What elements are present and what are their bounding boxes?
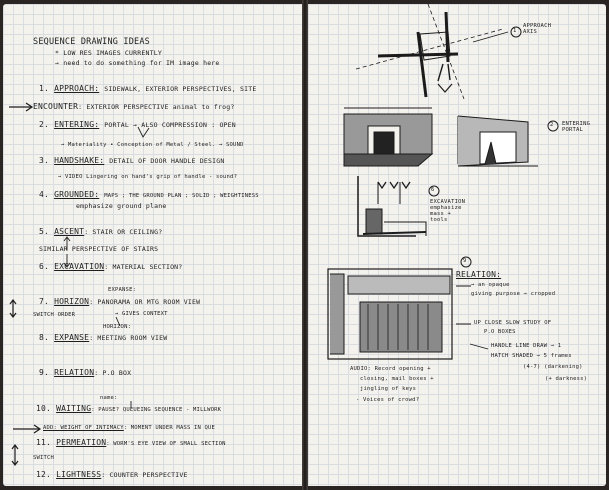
item-horizon: 7. HORIZON: PANORAMA OR MTG ROOM VIEW	[39, 297, 201, 306]
excavation-sketch	[358, 176, 426, 236]
item-grounded: 4. GROUNDED: MAPS ; THE GROUND PLAN ; SOLID ; WEIGHTINESS	[39, 190, 259, 199]
item-weight-of-intimacy: ADD: WEIGHT OF INTIMACY: MOMENT UNDER MASS IN QUE	[43, 425, 216, 431]
left-page-pen-marks	[3, 4, 302, 486]
note-similar-stairs: SIMILAR PERSPECTIVE OF STAIRS	[39, 245, 159, 253]
right-page	[308, 4, 606, 486]
handle-note-4: (+ darkness)	[545, 376, 588, 382]
relation-note-2: giving purpose → cropped	[471, 291, 556, 297]
handle-note-2: HATCH SHADED → 5 frames	[491, 353, 572, 359]
note-switch-order: SWITCH ORDER	[33, 312, 76, 318]
left-page	[3, 4, 302, 486]
item-lightness: 12. LIGHTNESS: COUNTER PERSPECTIVE	[36, 470, 188, 479]
entering-portal-sketch-2	[458, 116, 538, 166]
item-encounter: ENCOUNTER: EXTERIOR PERSPECTIVE animal to frog?	[33, 102, 235, 111]
audio-note-1: AUDIO: Record opening +	[350, 366, 431, 372]
note-switch: SWITCH	[33, 455, 55, 461]
note-ground-plane: emphasize ground plane	[76, 202, 167, 210]
closeup-note-2: P.O BOXES	[484, 329, 516, 335]
item-approach: 1. APPROACH: SIDEWALK, EXTERIOR PERSPECTIVES, SITE	[39, 84, 257, 93]
handle-note-1: HANDLE LINE DRAW → 1	[491, 343, 562, 349]
note-horizon-ref: HORIZON:	[103, 324, 132, 330]
ascent-arrow	[64, 237, 70, 250]
right-page-sketches	[308, 4, 606, 486]
note-name: name:	[100, 395, 118, 401]
note-image: → need to do something for IM image here	[55, 59, 220, 67]
note-materiality: → Materiality • Conception of Metal / Steel. → SOUND	[61, 142, 244, 148]
audio-note-4: - Voices of crowd?	[356, 397, 420, 403]
page-title: SEQUENCE DRAWING IDEAS	[33, 37, 150, 47]
note-low-res: * LOW RES IMAGES CURRENTLY	[55, 49, 162, 57]
relation-note-1: → an opaque	[471, 282, 510, 288]
entering-portal-label: ENTERING PORTAL	[562, 121, 591, 133]
item-excavation: 6. EXCAVATION: MATERIAL SECTION?	[39, 262, 183, 271]
note-gives-context: → GIVES CONTEXT	[115, 311, 168, 317]
item-expanse: 8. EXPANSE: MEETING ROOM VIEW	[39, 333, 168, 342]
excavation-number: 6	[431, 187, 435, 193]
item-handshake: 3. HANDSHAKE: DETAIL OF DOOR HANDLE DESIGN	[39, 156, 225, 165]
approach-number: 1	[513, 28, 517, 34]
closeup-note-1: UP CLOSE SLOW STUDY OF	[474, 320, 552, 326]
approach-axis-label: APPROACH AXIS	[523, 23, 552, 35]
relation-sketch	[328, 269, 488, 359]
item-relation: 9. RELATION: P.O BOX	[39, 368, 132, 377]
note-video: → VIDEO Lingering on hand's grip of handle - sound?	[58, 174, 238, 180]
item-ascent: 5. ASCENT: STAIR OR CEILING?	[39, 227, 163, 236]
entering-number: 2	[550, 122, 554, 128]
item-waiting: 10. WAITING: PAUSE? QUEUEING SEQUENCE - MILLWORK	[36, 404, 222, 413]
relation-label: RELATION:	[456, 270, 502, 279]
audio-note-3: jingling of keys	[360, 386, 417, 392]
handle-note-3: (4-7) (darkening)	[523, 364, 583, 370]
entering-portal-sketch-1	[344, 108, 432, 166]
item-permeation: 11. PERMEATION: WORM'S EYE VIEW OF SMALL SECTION	[36, 438, 226, 447]
note-expanse-above: EXPANSE:	[108, 287, 137, 293]
audio-note-2: closing, mail boxes +	[360, 376, 434, 382]
approach-axis-sketch	[356, 4, 508, 99]
relation-number: 9	[463, 258, 467, 264]
item-entering: 2. ENTERING: PORTAL → ALSO COMPRESSION : OPEN	[39, 120, 236, 129]
excavation-label: EXCAVATION emphasize mass + tools	[430, 199, 466, 223]
